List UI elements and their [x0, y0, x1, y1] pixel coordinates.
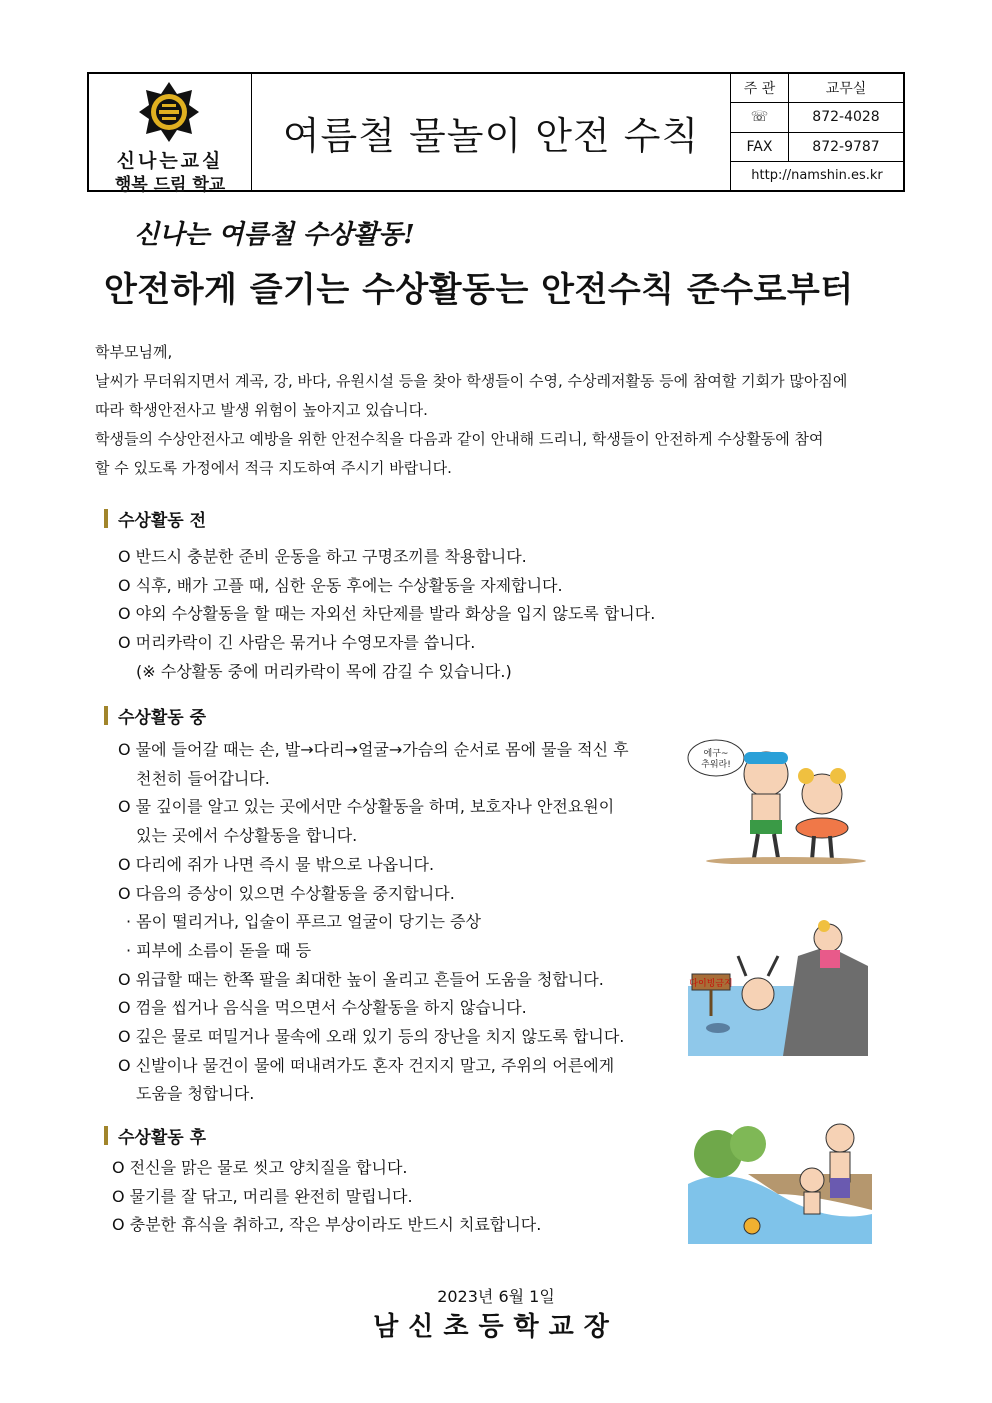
list-item: O 다음의 증상이 있으면 수상활동을 중지합니다.: [118, 883, 455, 903]
motto-line1: 신나는교실: [116, 150, 224, 172]
list-item: O 충분한 휴식을 취하고, 작은 부상이라도 반드시 치료합니다.: [112, 1215, 542, 1235]
list-item: O 머리카락이 긴 사람은 묶거나 수영모자를 씁니다.: [118, 633, 476, 653]
school-emblem-icon: [137, 80, 201, 144]
list-item-cont: 천천히 들어갑니다.: [136, 768, 270, 788]
issue-date: 2023년 6월 1일: [437, 1287, 555, 1306]
list-item-cont: 있는 곳에서 수상활동을 합니다.: [136, 826, 358, 846]
list-item: O 깊은 물로 떠밀거나 물속에 오래 있기 등의 장난을 치지 않도록 합니다.: [118, 1027, 625, 1047]
contact-row-fax: [731, 133, 903, 162]
list-subitem: · 피부에 소름이 돋을 때 등: [126, 940, 312, 960]
intro-line: 따라 학생안전사고 발생 위험이 높아지고 있습니다.: [95, 401, 428, 419]
riverside-illustration: [688, 1114, 872, 1244]
intro-line: 학생들의 수상안전사고 예방을 위한 안전수칙을 다음과 같이 안내해 드리니, 학생들이 안전하게 수상활동에 참여: [95, 430, 824, 448]
list-item: O 신발이나 물건이 물에 떠내려가도 혼자 건지지 말고, 주위의 어른에게: [118, 1055, 615, 1075]
header-box: [87, 72, 905, 195]
bubble-text-1: 에구~: [703, 749, 729, 759]
bubble-text-2: 추워라!: [701, 760, 731, 770]
list-item: O 식후, 배가 고플 때, 심한 운동 후에는 수상활동을 자제합니다.: [118, 575, 563, 595]
section-title: 수상활동 전: [118, 511, 207, 531]
list-item-cont: 도움을 청합니다.: [136, 1084, 255, 1104]
section-bar: [104, 1126, 108, 1145]
list-item: O 물에 들어갈 때는 손, 발→다리→얼굴→가슴의 순서로 몸에 물을 적신 후: [118, 740, 629, 759]
subtitle: 신나는 여름철 수상활동!: [134, 220, 415, 250]
school-logo-area: [89, 74, 252, 195]
list-note: (※ 수상활동 중에 머리카락이 목에 감길 수 있습니다.): [136, 661, 512, 681]
section-title: 수상활동 중: [118, 708, 207, 728]
list-item: O 야외 수상활동을 할 때는 자외선 차단제를 발라 화상을 입지 않도록 합니다.: [118, 604, 656, 624]
contact-value: 872-9787: [812, 138, 880, 155]
after-list: [112, 1154, 541, 1240]
section-heading-after: [104, 1123, 206, 1148]
contact-value: 872-4028: [812, 109, 880, 126]
phone-icon: ☏: [731, 103, 789, 131]
section-bar: [104, 509, 108, 528]
no-diving-illustration: [688, 916, 868, 1056]
intro-letter: [95, 338, 895, 483]
list-item: O 껌을 씹거나 음식을 먹으면서 수상활동을 하지 않습니다.: [118, 998, 527, 1018]
list-item: O 다리에 쥐가 나면 즉시 물 밖으로 나옵니다.: [118, 854, 435, 874]
section-heading-during: [104, 703, 206, 728]
contact-key: 주 관: [731, 74, 789, 102]
list-item: O 전신을 맑은 물로 씻고 양치질을 합니다.: [112, 1158, 408, 1177]
during-list: [118, 736, 629, 1109]
list-item: O 위급할 때는 한쪽 팔을 최대한 높이 올리고 흔들어 도움을 청합니다.: [118, 969, 604, 989]
document-title: 여름철 물놀이 안전 수칙: [282, 113, 700, 158]
list-item: O 물 깊이를 알고 있는 곳에서만 수상활동을 하며, 보호자나 안전요원이: [118, 797, 615, 817]
section-title: 수상활동 후: [118, 1128, 207, 1148]
intro-line: 날씨가 무더워지면서 계곡, 강, 바다, 유원시설 등을 찾아 학생들이 수영, 수상레저활동 등에 참여할 기회가 많아짐에: [95, 372, 848, 390]
contact-row-phone: [731, 103, 903, 132]
contact-table: [730, 74, 903, 190]
contact-key: FAX: [731, 133, 789, 161]
intro-line: 할 수 있도록 가정에서 적극 지도하여 주시기 바랍니다.: [95, 459, 452, 477]
intro-line: 학부모님께,: [95, 343, 173, 361]
contact-row-dept: [731, 74, 903, 103]
list-item: O 반드시 충분한 준비 운동을 하고 구명조끼를 착용합니다.: [118, 547, 527, 566]
school-url[interactable]: http://namshin.es.kr: [751, 168, 883, 184]
principal-signature: 남신초등학교장: [373, 1312, 619, 1342]
no-diving-sign-text: 다이빙금지: [689, 979, 733, 989]
before-list: [118, 543, 655, 687]
contact-row-url: [731, 162, 903, 190]
motto-line2: 행복 드림 학교: [114, 175, 226, 195]
list-item: O 물기를 잘 닦고, 머리를 완전히 말립니다.: [112, 1186, 413, 1206]
section-heading-before: [104, 506, 206, 531]
list-subitem: · 몸이 떨리거나, 입술이 푸르고 얼굴이 당기는 증상: [126, 912, 481, 932]
headline: 안전하게 즐기는 수상활동는 안전수칙 준수로부터: [104, 270, 854, 310]
section-bar: [104, 706, 108, 725]
contact-value: 교무실: [825, 81, 867, 98]
cold-kids-illustration: [686, 736, 868, 864]
